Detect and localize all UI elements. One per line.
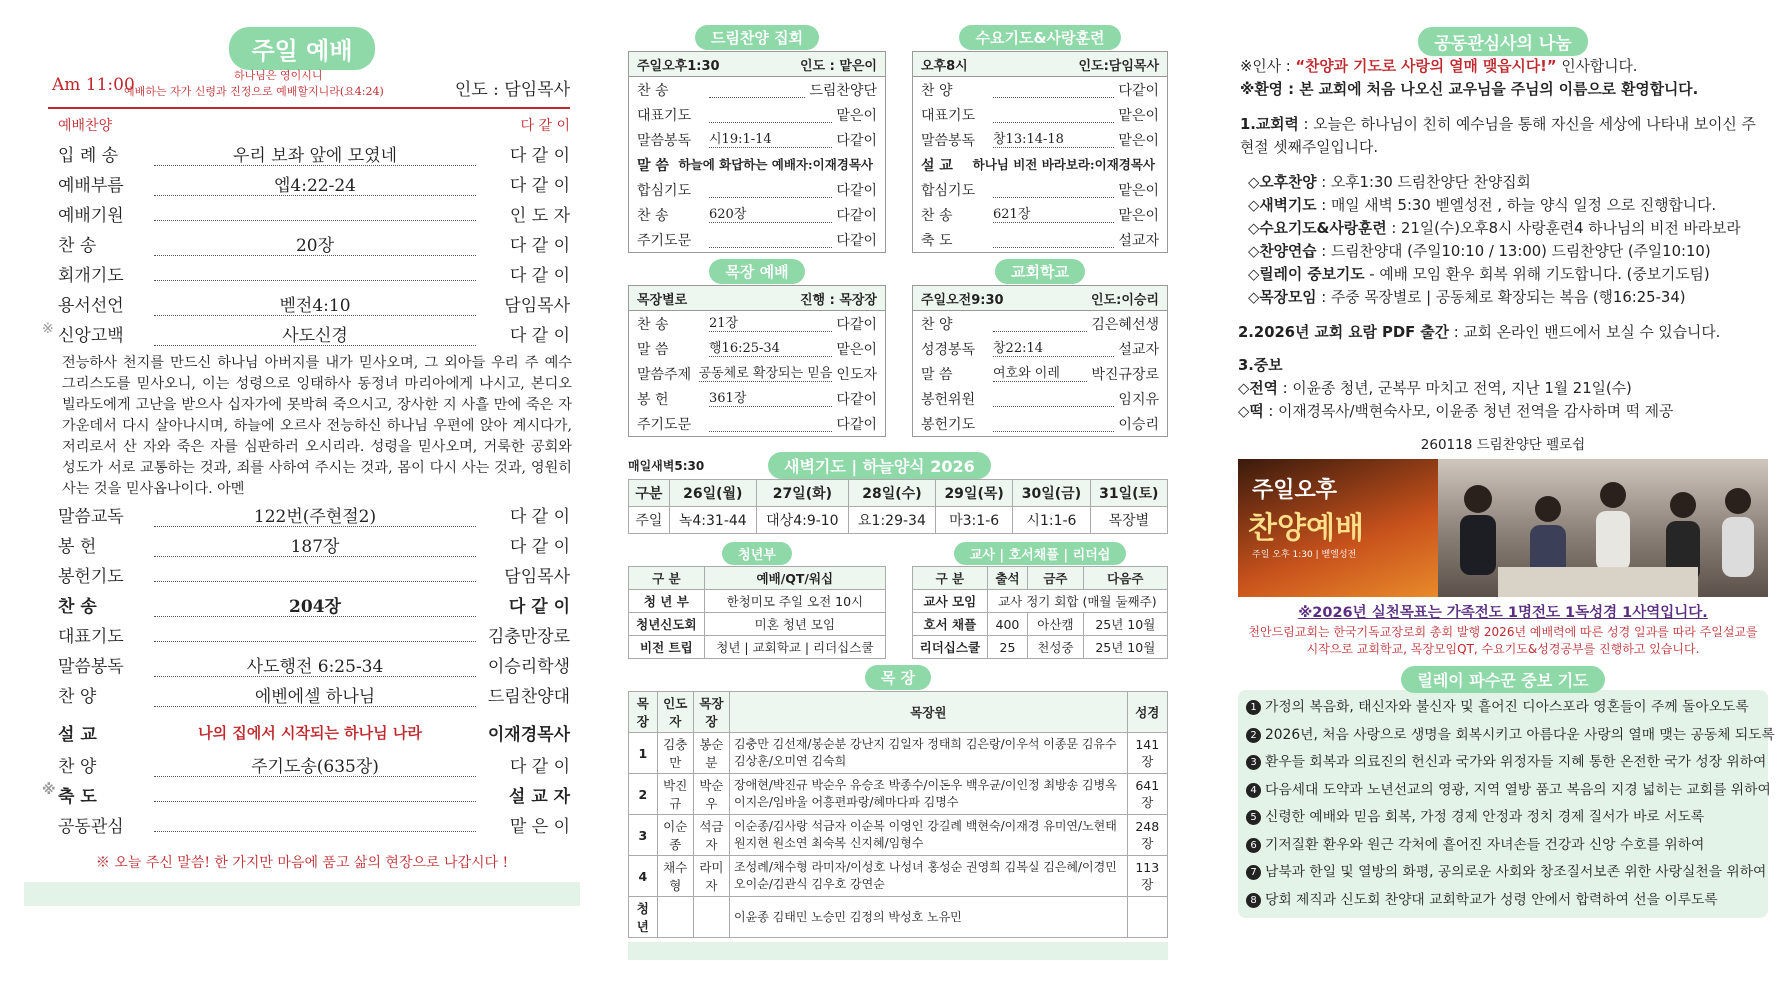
table-row: 1 김충만 봉순분 김충만 김선재/봉순분 강난지 김일자 정태희 김은랑/이우석 이종문 김유수 김상훈/오미연 김숙희 141장: [629, 733, 1168, 774]
service-row: 대표기도 맡은이: [637, 107, 877, 124]
schedule-list: [1238, 171, 1768, 309]
order-row: 예배기원 인 도 자: [58, 201, 570, 231]
order-row: ※ 축 도 설 교 자: [42, 782, 570, 807]
relay-prayer-item: 1 가정의 복음화, 태신자와 불신자 및 흩어진 디아스포라 영혼들이 주께 돌아오도록: [1246, 694, 1760, 722]
greeting: ※인사 : “찬양과 기도로 사랑의 열매 맺읍시다!” 인사합니다.: [1240, 58, 1638, 75]
service-row: 말씀주제 공동체로 확장되는 믿음 인도자: [637, 366, 877, 383]
mokjang-table: [628, 691, 1168, 938]
teacher-title: 교사 | 호서채플 | 리더쉽: [954, 542, 1127, 565]
bottom-bar-2: [628, 942, 1168, 960]
service-row: 축 도 설교자: [921, 232, 1159, 249]
service-row: 봉헌위원 임지유: [921, 391, 1159, 408]
number-badge: 1: [1246, 700, 1261, 715]
worship-leader: 인도 : 담임목사: [454, 80, 570, 100]
table-header-cell: 구분: [629, 480, 670, 507]
dream-praise-box: 드림찬양 집회 주일오후1:30 인도 : 맡은이 찬 송 드림찬양단 대표기도 맡은이 말씀봉독 시19:1-14 다같이 말 씀 하늘에 화답하는 예배자:이재경목사 합심기도 다같이 찬 송 620장 다같이 주기도문 다같이: [628, 25, 886, 253]
order-row: 찬 송 20장 다 같 이: [58, 236, 570, 256]
announcements-title: 공동관심사의 나눔: [1418, 27, 1587, 56]
table-header-cell: 27일(화): [756, 480, 848, 507]
table-header-cell: 인도자: [657, 692, 693, 733]
cell-worship-title: 목장 예배: [709, 259, 804, 284]
youth-title: 청년부: [722, 542, 792, 565]
table-header-cell: 금주: [1028, 567, 1083, 590]
table-header-cell: 목장원: [730, 692, 1128, 733]
relay-prayer-list: [1238, 690, 1775, 918]
announcements-column: [1238, 0, 1775, 918]
notice-item: ◇새벽기도 : 매일 새벽 5:30 벧엘성전 , 하늘 양식 일정 으로 진행합니다.: [1248, 197, 1717, 214]
table-row: 4 채수형 라미자 조성례/채수형 라미자/이성호 나성녀 홍성순 권영희 김복실 김은혜/이경민 오이순/김관식 김우호 강연순 113장: [629, 856, 1168, 897]
table-row: 교사 모임 교사 정기 회합 (매월 둘째주): [913, 590, 1168, 613]
notice-item: ◇떡 : 이재경목사/백현숙사모, 이윤종 청년 전역을 감사하며 떡 제공: [1238, 403, 1674, 420]
worship-time: Am 11:00: [52, 75, 135, 95]
service-row: 성경봉독 창22:14 설교자: [921, 341, 1159, 358]
table-header-cell: 28일(수): [848, 480, 935, 507]
notice-item: ◇수요기도&사랑훈련 : 21일(수)오후8시 사랑훈련4 하나님의 비전 바라보라: [1248, 220, 1741, 237]
relay-prayer-item: 2 2026년, 처음 사랑으로 생명을 회복시키고 아름다운 사랑의 열매 맺는 공동체 되도록: [1246, 722, 1760, 750]
table-header-cell: 목장장: [693, 692, 729, 733]
verse-line1: 하나님은 영이시니: [234, 69, 323, 82]
table-header-cell: 26일(월): [669, 480, 756, 507]
dream-praise-title: 드림찬양 집회: [695, 25, 819, 50]
service-row: 합심기도 다같이: [637, 182, 877, 199]
order-row: 대표기도 김충만장로: [58, 622, 570, 652]
notice-item: ◇목장모임 : 주중 목장별로 | 공동체로 확장되는 복음 (행16:25-34): [1248, 289, 1686, 306]
number-badge: 8: [1246, 893, 1261, 908]
services-column: [628, 0, 1168, 960]
service-row: 주기도문 다같이: [637, 416, 877, 433]
table-row: 3 이순종 석금자 이순종/김사랑 석금자 이순복 이영인 강길례 백현숙/이재경 유미연/노현태 원지현 원소연 최숙복 신지혜/임형수 248장: [629, 815, 1168, 856]
youth-table: [628, 566, 886, 659]
service-row: 찬 송 621장 맡은이: [921, 207, 1159, 224]
table-row: 주일 녹4:31-44 대상4:9-10 요1:29-34 마3:1-6 시1:1-6 목장별: [629, 507, 1168, 534]
table-header-cell: 예배/QT/워십: [704, 567, 885, 590]
table-header-cell: 31일(토): [1090, 480, 1167, 507]
number-badge: 7: [1246, 865, 1261, 880]
wednesday-prayer-title: 수요기도&사랑훈련: [959, 25, 1120, 50]
order-row: 말씀봉독 사도행전 6:25-34 이승리학생: [58, 657, 570, 677]
group-photo: [1438, 459, 1768, 597]
relay-prayer-item: 4 다음세대 도약과 노년선교의 영광, 지역 열방 품고 복음의 지경 넓히는 교회를 위하여: [1246, 777, 1760, 805]
order-row: 공동관심 맡 은 이: [58, 812, 570, 842]
table-row: 청년신도회 미혼 청년 모임: [629, 613, 886, 636]
table-row: 비전 트립 청년 | 교회학교 | 리더십스쿨: [629, 636, 886, 659]
service-row: 주기도문 다같이: [637, 232, 877, 249]
service-row: 봉 헌 361장 다같이: [637, 391, 877, 408]
notice-item: ◇오후찬양 : 오후1:30 드림찬양단 찬양집회: [1248, 174, 1531, 191]
order-row: 봉 헌 187장 다 같 이: [58, 537, 570, 557]
table-header-cell: 다음주: [1083, 567, 1167, 590]
relay-prayer-item: 3 환우들 회복과 의료진의 헌신과 국가와 위정자들 지혜 통한 온전한 국가 성장 위하여: [1246, 749, 1760, 777]
order-row: 예배부름 엡4:22-24 다 같 이: [58, 176, 570, 196]
church-calendar: 1.교회력 : 오늘은 하나님이 친히 예수님을 통해 자신을 세상에 나타내 보이신 주현절 셋째주일입니다.: [1240, 116, 1756, 156]
service-row: 찬 송 드림찬양단: [637, 82, 877, 99]
teacher-table: [912, 566, 1168, 659]
service-row: 말 씀 행16:25-34 맡은이: [637, 341, 877, 358]
relay-prayer-item: 5 신령한 예배와 믿음 회복, 가정 경제 안정과 정치 경제 질서가 바로 서도록: [1246, 804, 1760, 832]
order-row: 찬 양 주기도송(635장) 다 같 이: [58, 757, 570, 777]
service-row: 찬 송 21장 다같이: [637, 316, 877, 333]
youth-box: [628, 542, 886, 659]
church-school-title: 교회학교: [995, 259, 1085, 284]
table-header-cell: 30일(금): [1013, 480, 1090, 507]
number-badge: 2: [1246, 728, 1261, 743]
service-row: 찬 양 다같이: [921, 82, 1159, 99]
service-row: 대표기도 맡은이: [921, 107, 1159, 124]
mokjang-title: 목 장: [865, 665, 931, 690]
verse-line2: 예배하는 자가 신령과 진정으로 예배할지니라(요4:24): [124, 85, 384, 98]
table-header-cell: 출석: [987, 567, 1028, 590]
table-row: 리더십스쿨 25 천성중 25년 10월: [913, 636, 1168, 659]
closing-exhortation: ※ 오늘 주신 말씀! 한 가지만 마음에 품고 삶의 현장으로 나갑시다 !: [95, 855, 509, 871]
intercession-title: 3.중보: [1238, 357, 1283, 374]
table-row: 호서 채플 400 아산캠 25년 10월: [913, 613, 1168, 636]
notice-item: ◇전역 : 이윤종 청년, 군복무 마치고 전역, 지난 1월 21일(수): [1238, 380, 1632, 397]
order-row: 봉헌기도 담임목사: [58, 562, 570, 592]
order-row: 용서선언 벧전4:10 담임목사: [58, 296, 570, 316]
table-header-cell: 구 분: [629, 567, 705, 590]
order-row: 말씀교독 122번(주현절2) 다 같 이: [58, 507, 570, 527]
yearly-goal: ※2026년 실천목표는 가족전도 1명전도 1독성경 1사역입니다.: [1298, 605, 1708, 621]
service-row: 말씀봉독 시19:1-14 다같이: [637, 132, 877, 149]
table-header-cell: 29일(목): [935, 480, 1012, 507]
service-row: 설 교 하나님 비전 바라보라:이재경목사: [921, 157, 1155, 174]
order-row: 입 례 송 우리 보좌 앞에 모였네 다 같 이: [58, 146, 570, 166]
table-header-cell: 성경: [1127, 692, 1167, 733]
order-row: 회개기도 다 같 이: [58, 261, 570, 291]
table-row: 청 년 부 한청미모 주일 오전 10시: [629, 590, 886, 613]
sunday-worship-title: 주일 예배: [229, 27, 374, 70]
notice-item: ◇릴레이 중보기도 - 예배 모임 환우 회복 위해 기도합니다. (중보기도팀): [1248, 266, 1710, 283]
star-mark: ※: [42, 782, 56, 798]
lectionary-note: 천안드림교회는 한국기독교장로회 총회 발행 2026년 예배력에 따른 성경 일과를 따라 주일설교를 시작으로 교회학교, 목장모임QT, 수요기도&성경공부를 진행하고 있습니다.: [1248, 625, 1758, 656]
number-badge: 4: [1246, 783, 1261, 798]
order-list-1: [24, 141, 580, 351]
bottom-bar: [24, 882, 580, 906]
table-row: 2 박진규 박순우 장애현/박진규 박순우 유승조 박종수/이돈우 백우균/이인정 최방송 김병옥 이지은/임바울 어흥편파랑/혜마다파 김명수 641장: [629, 774, 1168, 815]
poster-image: 주일오후 찬양예배 주일 오후 1:30 | 벧엘성전: [1238, 459, 1438, 597]
relay-prayer-item: 7 남북과 한일 및 열방의 화평, 공의로운 사회와 창조질서보존 위한 사랑실천을 위하여: [1246, 859, 1760, 887]
notice-item: ◇찬양연습 : 드림찬양대 (주일10:10 / 13:00) 드림찬양단 (주일10:10): [1248, 243, 1711, 260]
fellowship-photo: [1238, 459, 1768, 597]
number-badge: 3: [1246, 755, 1261, 770]
teacher-box: [912, 542, 1168, 659]
star-mark: ※: [42, 321, 54, 337]
wednesday-prayer-box: 수요기도&사랑훈련 오후8시 인도:담임목사 찬 양 다같이 대표기도 맡은이 말씀봉독 창13:14-18 맡은이 설 교 하나님 비전 바라보라:이재경목사 합심기도 맡은이 찬 송 621장 맡은이 축 도 설교자: [912, 25, 1168, 253]
order-row: 찬 양 에벤에셀 하나님 드림찬양대: [58, 687, 570, 707]
dawn-prayer-table: [628, 479, 1168, 534]
service-row: 합심기도 맡은이: [921, 182, 1159, 199]
welcome: ※환영 : 본 교회에 처음 나오신 교우님을 주님의 이름으로 환영합니다.: [1240, 81, 1699, 98]
service-row: 말 씀 하늘에 화답하는 예배자:이재경목사: [637, 157, 873, 174]
people-silhouettes: [1438, 459, 1768, 597]
table-header-cell: 구 분: [913, 567, 988, 590]
dawn-prayer-header: 매일새벽5:30 새벽기도 | 하늘양식 2026: [628, 451, 1168, 479]
dawn-prayer-title: 새벽기도 | 하늘양식 2026: [768, 452, 991, 479]
table-row: 청년 이윤종 김태민 노승민 김정의 박성호 노유민: [629, 897, 1168, 938]
order-list-3: [24, 752, 580, 842]
cell-worship-box: 목장 예배 목장별로 진행 : 목장장 찬 송 21장 다같이 말 씀 행16:25-34 맡은이 말씀주제 공동체로 확장되는 믿음 인도자 봉 헌 361장 다같이 주기도문 다같이: [628, 259, 886, 437]
sunday-worship-column: [24, 0, 580, 906]
service-row: 찬 양 김은혜선생: [921, 316, 1159, 333]
service-row: 말씀봉독 창13:14-18 맡은이: [921, 132, 1159, 149]
apostles-creed: 전능하사 천지를 만드신 하나님 아버지를 내가 믿사오며, 그 외아들 우리 주 예수 그리스도를 믿사오니, 이는 성령으로 잉태하사 동정녀 마리아에게 나시고, 본디오 빌라도에게 고난을 받으사 십자가에 못박혀 죽으시고, 장사한 지 사흘 만에 죽은 자 가운데서 다시 살아나시며, 하늘에 오르사 전능하신 하나님 우편에 앉아 계시다가, 저리로서 산 자와 죽은 자를 심판하러 오시리라. 성령을 믿사오며, 거룩한 공회와 성도가 서로 교통하는 것과, 죄를 사하여 주시는 것과, 몸이 다시 사는 것과, 영원히 사는 것을 믿사옵나이다. 아멘: [62, 355, 572, 497]
table-header-cell: 목장: [629, 692, 658, 733]
service-row: 봉헌기도 이승리: [921, 416, 1159, 433]
intercession-list: [1238, 377, 1768, 423]
relay-prayer-title: 릴레이 파수꾼 중보 기도: [1401, 666, 1604, 693]
church-school-box: 교회학교 주일오전9:30 인도:이승리 찬 양 김은혜선생 성경봉독 창22:14 설교자 말 씀 여호와 이레 박진규장로 봉헌위원 임지유 봉헌기도 이승리: [912, 259, 1168, 437]
yearbook-notice: 2.2026년 교회 요람 PDF 출간 : 교회 온라인 밴드에서 보실 수 있습니다.: [1238, 324, 1721, 341]
order-row: ※ 신앙고백 사도신경 다 같 이: [42, 321, 570, 346]
service-row: 말 씀 여호와 이레 박진규장로: [921, 366, 1159, 383]
relay-prayer-item: 6 기저질환 환우와 원근 각처에 흩어진 자녀손들 건강과 신앙 수호를 위하여: [1246, 832, 1760, 860]
sermon-row: 설 교 나의 집에서 시작되는 하나님 나라 이재경목사: [58, 723, 570, 745]
service-row: 찬 송 620장 다같이: [637, 207, 877, 224]
number-badge: 6: [1246, 838, 1261, 853]
number-badge: 5: [1246, 810, 1261, 825]
order-list-2: [24, 502, 580, 712]
photo-caption: 260118 드림찬양단 펠로쉽: [1420, 437, 1586, 453]
relay-prayer-item: 8 당회 제직과 신도회 찬양대 교회학교가 성령 안에서 합력하여 선을 이루도록: [1246, 887, 1760, 915]
order-row: 찬 송 204장 다 같 이: [58, 597, 570, 617]
pre-worship-row: 예배찬양 다 같 이: [58, 118, 570, 134]
